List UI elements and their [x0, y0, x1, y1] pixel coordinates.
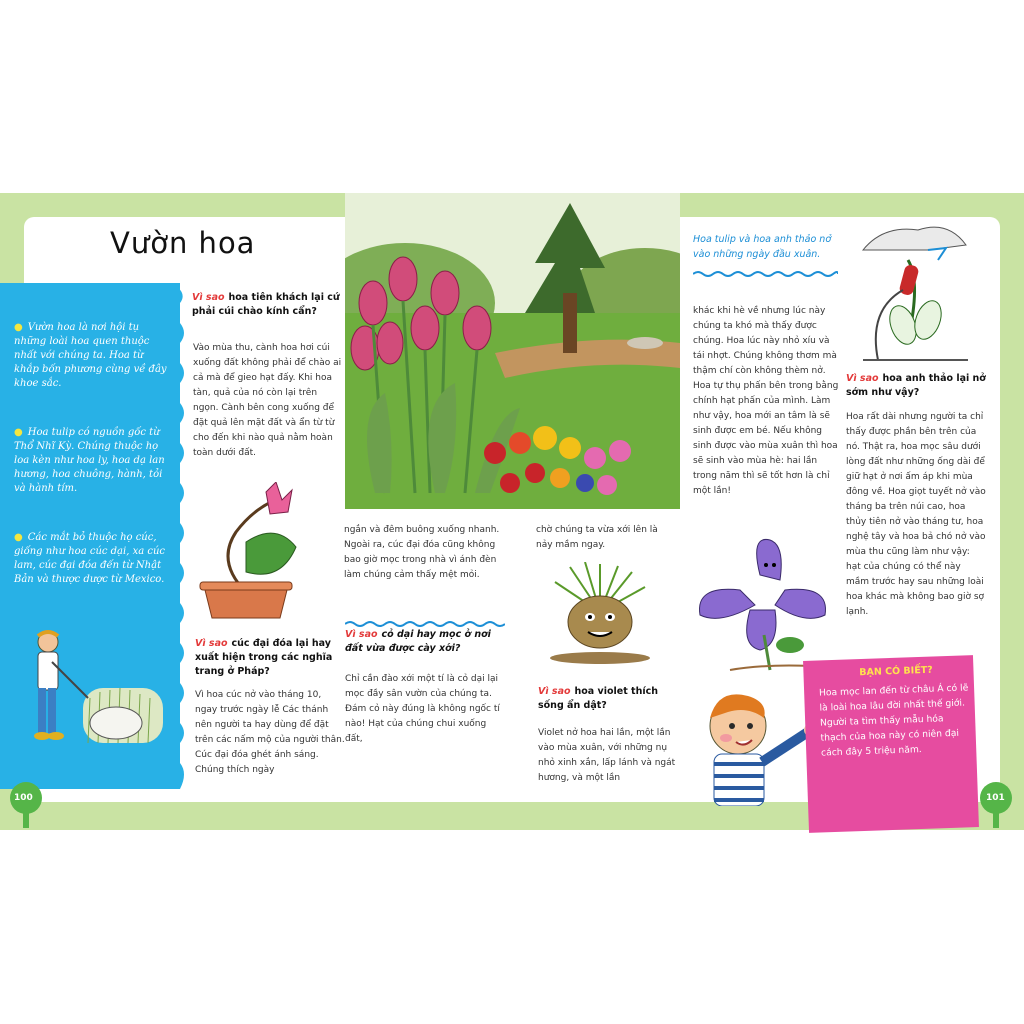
question-heading-2: Vì sao cúc đại đóa lại hay xuất hiện trong các nghĩa trang ở Pháp?	[195, 638, 333, 677]
tree-icon-right	[976, 780, 1016, 830]
question-heading-1: Vì sao hoa tiên khách lại cứ phải cúi chào kính cẩn?	[192, 292, 340, 317]
did-you-know-text: Hoa mọc lan đến từ châu Á có lẽ là loài hoa lâu đời nhất thế giới. Người ta tìm thấy mẫu hóa thạch của hoa này có niên đại cách đây 5 triệu năm.	[818, 682, 969, 759]
wavy-divider-1	[345, 620, 505, 628]
photo-caption: Hoa tulip và hoa anh thảo nở vào những ngày đầu xuân.	[693, 234, 832, 260]
intro-bullet-1: ● Vườn hoa là nơi hội tụ những loài hoa quen thuộc nhất với chúng ta. Hoa từ khắp bốn phương cùng về đây khoe sắc.	[14, 322, 167, 389]
weed-character-illustration	[540, 562, 655, 667]
tulip-garden-photo	[345, 193, 680, 509]
answer-text-2: Vì hoa cúc nở vào tháng 10, ngay trước ngày lễ Các thánh nên người ta hay dùng để đặt trên các nấm mộ của người thân. Cúc đại đóa ghét ánh sáng. Chúng thích ngày	[195, 690, 345, 775]
gardener-illustration	[28, 628, 168, 750]
continued-text-col4: khác khi hè về nhưng lúc này chúng ta khó mà thấy được chúng. Hoa lúc này nhỏ xíu và tái nhợt. Chúng không thơm mà thậm chí còn không thèm nở. Hoa tự thụ phấn bên trong bằng chính hạt phấn của mình. Làm như vậy, hoa mới an tâm là sẽ sinh được em bé. Nếu không sinh được vào mùa xuân thì hoa sẽ sinh vào mùa hè: hai lần trong năm thì sẽ tốt hơn là chỉ một lần!	[693, 306, 839, 496]
snowdrop-illustration	[858, 220, 973, 365]
question-heading-3: Vì sao cỏ dại hay mọc ở nơi đất vừa được cày xới?	[345, 629, 491, 654]
cyclamen-pot-illustration	[196, 482, 306, 622]
answer-text-5: Hoa rất dài nhưng người ta chỉ thấy được phần bên trên của nó. Thật ra, hoa mọc sâu dưới lòng đất như những ống dài để giữ hạt ở nơi ấm áp khi mùa đông về. Hoa giọt tuyết nở vào tháng ba trên núi cao, hoa thủy tiên nở vào tháng tư, hoa nghệ tây và hoa bả chó nở vào mùa thu cũng làm như vậy: hạt của chúng có thể này mầm trước hay sau những loài hoa khác mà không bao giờ sợ lạnh.	[846, 412, 986, 617]
tree-icon-left	[6, 780, 46, 830]
wavy-edge-decoration	[172, 283, 188, 789]
question-heading-4: Vì sao hoa violet thích sống ẩn dật?	[538, 686, 659, 711]
intro-bullet-3: ● Các mắt bỏ thuộc họ cúc, giống như hoa cúc dại, xa cúc lam, cúc đại đóa đến từ Nhật Bản và thược dược từ Mexico.	[14, 532, 166, 585]
boy-illustration	[698, 688, 818, 806]
violet-character-illustration	[690, 535, 840, 675]
page-number-right: 101	[986, 793, 1005, 803]
answer-text-3: Chỉ cần đào xới một tí là cỏ dại lại mọc đầy sân vườn của chúng ta. Đám cỏ này đúng là không ngốc tí nào! Hạt của chúng chui xuống đất,	[345, 674, 500, 744]
question-heading-5: Vì sao hoa anh thảo lại nở sớm như vậy?	[846, 373, 986, 398]
continued-text-col2: ngắn và đêm buông xuống nhanh. Ngoài ra, cúc đại đóa cũng không bao giờ mọc trong nhà vì ánh đèn làm chúng cảm thấy mệt mỏi.	[344, 525, 500, 580]
page-title: Vườn hoa	[110, 226, 256, 260]
intro-bullet-2: ● Hoa tulip có nguồn gốc từ Thổ Nhĩ Kỳ. Chúng thuộc họ loa kèn như hoa ly, hoa dạ lan hương, hoa chuông, hành, tỏi và hành tím.	[14, 427, 165, 494]
wavy-divider-2	[693, 270, 838, 278]
answer-text-1: Vào mùa thu, cành hoa hơi cúi xuống đất không phải để chào ai cả mà để gieo hạt đấy. Khi hoa tàn, quả của nó còn lại trên ngọn. Cành bên cong xuống để đặt quả lên mặt đất và ẩn từ từ cho đến khi nào quả nằm hoàn toàn dưới đất.	[193, 343, 342, 458]
did-you-know-title: BẠN CÓ BIẾT?	[859, 664, 933, 679]
page-number-left: 100	[14, 793, 33, 803]
answer-text-4: Violet nở hoa hai lần, một lần vào mùa xuân, với những nụ nhỏ xinh xắn, lấp lánh và ngát hương, và một lần	[538, 728, 676, 783]
continued-text-col3: chờ chúng ta vừa xới lên là nảy mầm ngay.	[536, 525, 658, 550]
